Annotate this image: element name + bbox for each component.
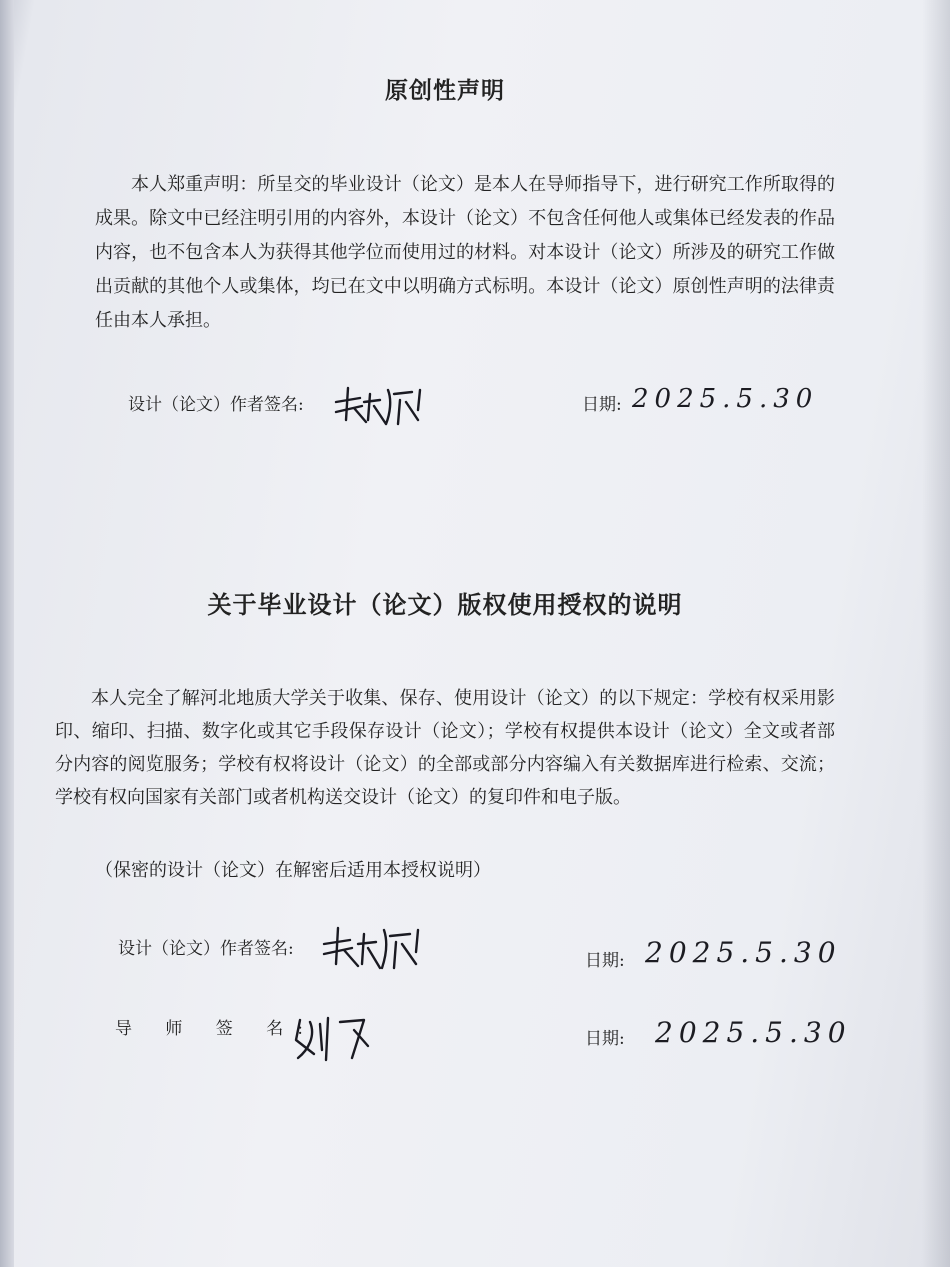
authorization-advisor-sig-label: 导 师 签 名:	[115, 1019, 317, 1039]
authorization-author-date-label: 日期:	[585, 951, 625, 971]
declaration-title: 原创性声明	[385, 77, 505, 104]
authorization-body: 本人完全了解河北地质大学关于收集、保存、使用设计（论文）的以下规定：学校有权采用影印、缩印、扫描、数字化或其它手段保存设计（论文）；学校有权提供本设计（论文）全文或者部分内容的阅览服务；学校有权将设计（论文）的全部或部分内容编入有关数据库进行检索、交流；学校有权向国家有关部门或者机构送交设计（论文）的复印件和电子版。	[55, 688, 835, 808]
authorization-advisor-date-value: 2025.5.30	[655, 1016, 852, 1049]
authorization-advisor-signature	[292, 1010, 392, 1065]
page-shadow	[922, 0, 950, 1267]
declaration-date-label: 日期:	[582, 395, 622, 415]
authorization-author-date-value: 2025.5.30	[645, 936, 842, 969]
declaration-author-sig-label: 设计（论文）作者签名:	[128, 395, 304, 415]
declaration-date-value: 2025.5.30	[632, 384, 819, 414]
authorization-advisor-date-label: 日期:	[585, 1029, 625, 1049]
authorization-author-signature	[318, 920, 448, 975]
declaration-author-signature	[330, 380, 450, 430]
declaration-body: 本人郑重声明：所呈交的毕业设计（论文）是本人在导师指导下，进行研究工作所取得的成果。除文中已经注明引用的内容外，本设计（论文）不包含任何他人或集体已经发表的作品内容，也不包含本人为获得其他学位而使用过的材料。对本设计（论文）所涉及的研究工作做出贡献的其他个人或集体，均已在文中以明确方式标明。本设计（论文）原创性声明的法律责任由本人承担。	[95, 174, 835, 331]
authorization-title: 关于毕业设计（论文）版权使用授权的说明	[207, 590, 683, 619]
authorization-author-sig-label: 设计（论文）作者签名:	[118, 939, 294, 959]
page-edge	[0, 0, 14, 1267]
authorization-note: （保密的设计（论文）在解密后适用本授权说明）	[95, 860, 491, 881]
